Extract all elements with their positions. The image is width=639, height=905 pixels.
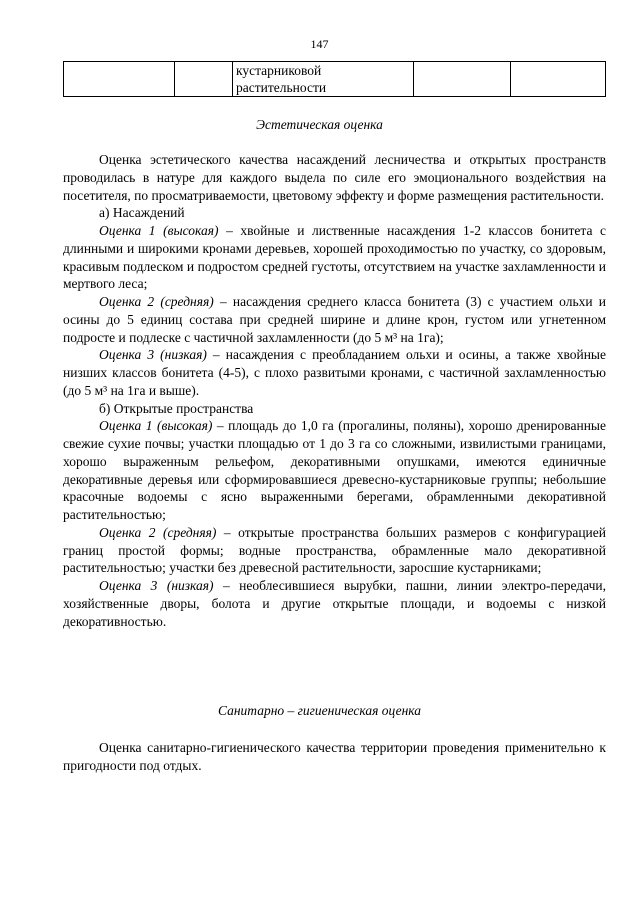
section-heading-aesthetic: Эстетическая оценка (256, 117, 383, 132)
grade-text: – открытые пространства больших размеров с конфигурацией границ простой формы; водные пространства, обрамленные мало декоративной растительностью; участки без древесной растительности, заросшие кустарниками; (63, 524, 606, 576)
grade-label: Оценка 2 (средняя) (99, 294, 214, 309)
table-cell (414, 62, 511, 97)
sanitary-section-body (63, 739, 606, 775)
stand-grade-1 (63, 222, 606, 293)
open-grade-2 (63, 524, 606, 577)
grade-label: Оценка 2 (средняя) (99, 524, 217, 540)
aesthetic-section-body (63, 151, 606, 630)
table-row (64, 62, 606, 97)
sanitary-intro-paragraph: Оценка санитарно-гигиенического качества территории проведения применительно к пригодности под отдых. (63, 740, 606, 773)
subheading-stands: а) Насаждений (99, 205, 185, 221)
table-cell (64, 62, 175, 97)
table-cell (511, 62, 606, 97)
open-grade-1 (63, 417, 606, 524)
grade-label: Оценка 3 (низкая) (99, 347, 207, 363)
stand-grade-2 (63, 293, 606, 346)
grade-label: Оценка 1 (высокая) (99, 223, 219, 238)
table-cell (175, 62, 233, 97)
page-number: 147 (310, 37, 329, 51)
subheading-open-spaces: б) Открытые пространства (99, 400, 254, 416)
intro-paragraph: Оценка эстетического качества насаждений лесничества и открытых пространств проводилась в натуре для каждого выдела по силе его эмоционального воздействия на посетителя, по просматриваемости, цветовому эффекту и форме размещения растительности. (63, 152, 606, 203)
grade-text: – насаждения с преобладанием ольхи и осины, а также хвойные низших классов бонитета (4-5), с плохо развитыми кронами, с частичной захламленностью (до 5 м³ на 1га и выше). (63, 347, 606, 398)
grade-text: – необлесившиеся вырубки, пашни, линии электро-передачи, хозяйственные дворы, болота и другие открытые площади, и водоемы с низкой декоративностью. (63, 578, 606, 629)
grade-text: – хвойные и лиственные насаждения 1-2 классов бонитета с длинными и широкими кронами деревьев, хорошей проходимостью по участку, со здоровым, красивым подлеском и подростом средней густоты, отсутствием на участке захламленности и мертвого леса; (63, 223, 606, 292)
grade-label: Оценка 1 (высокая) (99, 418, 213, 434)
grade-label: Оценка 3 (низкая) (99, 578, 214, 593)
stand-grade-3 (63, 346, 606, 399)
section-heading-sanitary: Санитарно – гигиеническая оценка (217, 703, 421, 718)
grade-text: – площадь до 1,0 га (прогалины, поляны), хорошо дренированные свежие сухие почвы; участки площадью от 1 до 3 га со сложными, извилистыми границами, хорошо выраженным рельефом, декоративными опушками, имеются единичные декоративные деревья или сформировавшиеся древесно-кустарниковые группы; небольшие красочные водоемы с ясно выраженными берегами, обрамленными декоративной растительностью; (63, 418, 606, 522)
grade-text: – насаждения среднего класса бонитета (3) с участием ольхи и осины до 5 единиц состава при средней ширине и длине крон, густом или угнетенном подросте и подлеске с частичной захламленности (до 5 м³ на 1га); (63, 294, 606, 345)
continued-table (63, 61, 606, 97)
table-cell: кустарниковой растительности (233, 62, 414, 97)
open-grade-3 (63, 577, 606, 630)
